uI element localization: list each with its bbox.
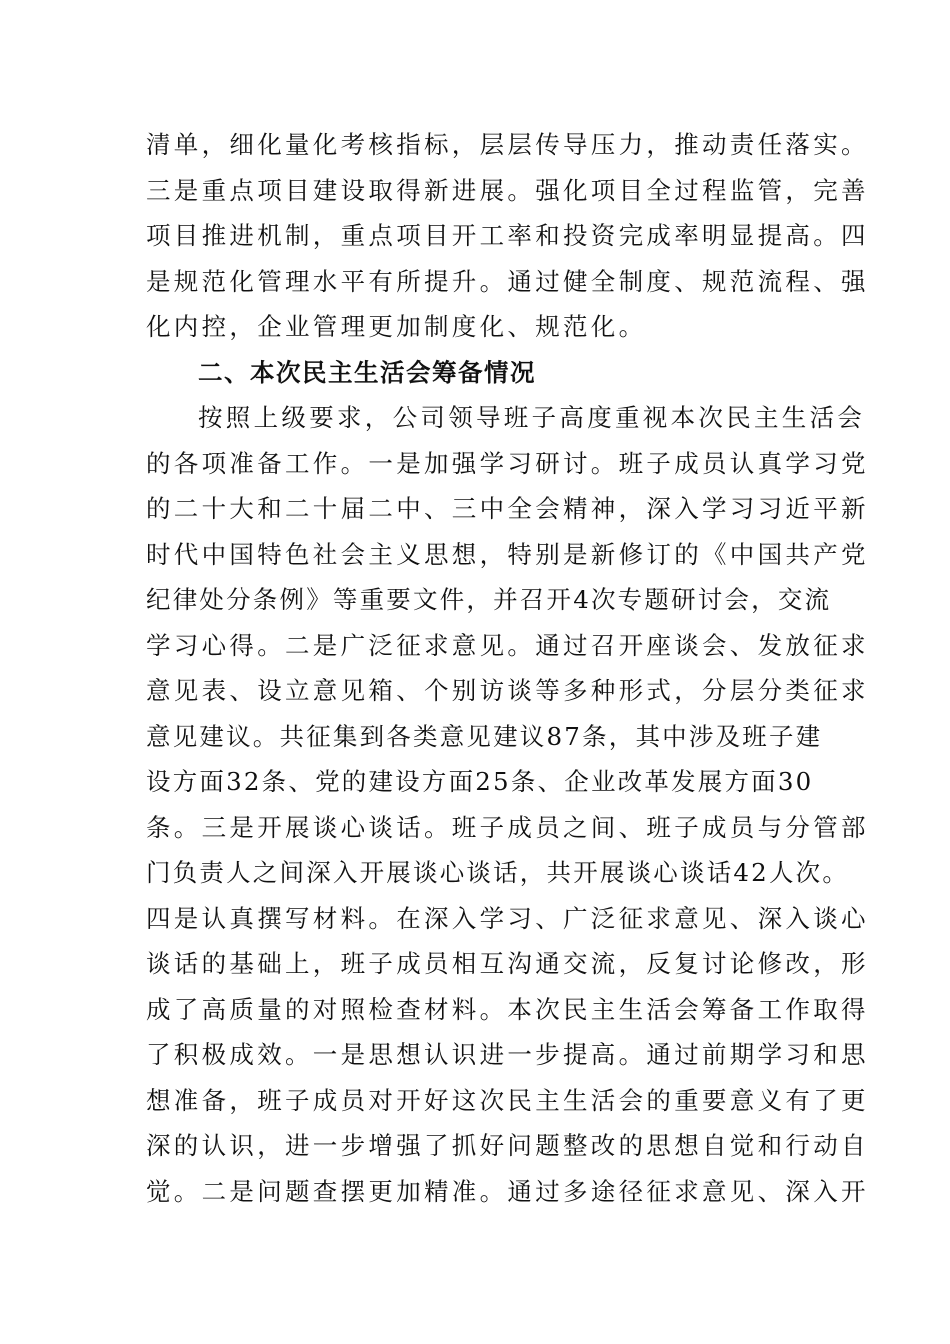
paragraph-first-line: 按照上级要求，公司领导班子高度重视本次民主生活会 <box>198 403 866 432</box>
paragraph-line: 意见建议。共征集到各类意见建议87条，其中涉及班子建 <box>146 721 823 751</box>
paragraph-line: 清单，细化量化考核指标，层层传导压力，推动责任落实。 <box>146 130 869 159</box>
paragraph-line: 的二十大和二十届二中、三中全会精神，深入学习习近平新 <box>146 494 869 523</box>
paragraph-line: 了积极成效。一是思想认识进一步提高。通过前期学习和思 <box>146 1040 869 1069</box>
paragraph-line: 四是认真撰写材料。在深入学习、广泛征求意见、深入谈心 <box>146 903 869 933</box>
section-heading: 二、本次民主生活会筹备情况 <box>198 357 536 387</box>
paragraph-line: 觉。二是问题查摆更加精准。通过多途径征求意见、深入开 <box>146 1176 869 1206</box>
paragraph-line: 意见表、设立意见箱、个别访谈等多种形式，分层分类征求 <box>146 676 869 705</box>
paragraph-line: 成了高质量的对照检查材料。本次民主生活会筹备工作取得 <box>146 994 869 1024</box>
document-body <box>146 122 869 1214</box>
paragraph-line: 的各项准备工作。一是加强学习研讨。班子成员认真学习党 <box>146 448 869 478</box>
paragraph-line: 三是重点项目建设取得新进展。强化项目全过程监管，完善 <box>146 175 869 205</box>
paragraph-line: 设方面32条、党的建设方面25条、企业改革发展方面30 <box>146 767 814 796</box>
paragraph-line: 是规范化管理水平有所提升。通过健全制度、规范流程、强 <box>146 266 869 296</box>
paragraph-line: 门负责人之间深入开展谈心谈话，共开展谈心谈话42人次。 <box>146 858 850 887</box>
paragraph-line: 化内控，企业管理更加制度化、规范化。 <box>146 312 647 341</box>
paragraph-line: 学习心得。二是广泛征求意见。通过召开座谈会、发放征求 <box>146 630 869 660</box>
paragraph-line: 时代中国特色社会主义思想，特别是新修订的《中国共产党 <box>146 539 869 569</box>
paragraph-line: 纪律处分条例》等重要文件，并召开4次专题研讨会，交流 <box>146 585 832 614</box>
paragraph-line: 条。三是开展谈心谈话。班子成员之间、班子成员与分管部 <box>146 812 869 842</box>
paragraph-line: 项目推进机制，重点项目开工率和投资完成率明显提高。四 <box>146 221 869 250</box>
paragraph-line: 谈话的基础上，班子成员相互沟通交流，反复讨论修改，形 <box>146 949 869 978</box>
paragraph-line: 想准备，班子成员对开好这次民主生活会的重要意义有了更 <box>146 1085 869 1115</box>
paragraph-line: 深的认识，进一步增强了抓好问题整改的思想自觉和行动自 <box>146 1131 869 1160</box>
